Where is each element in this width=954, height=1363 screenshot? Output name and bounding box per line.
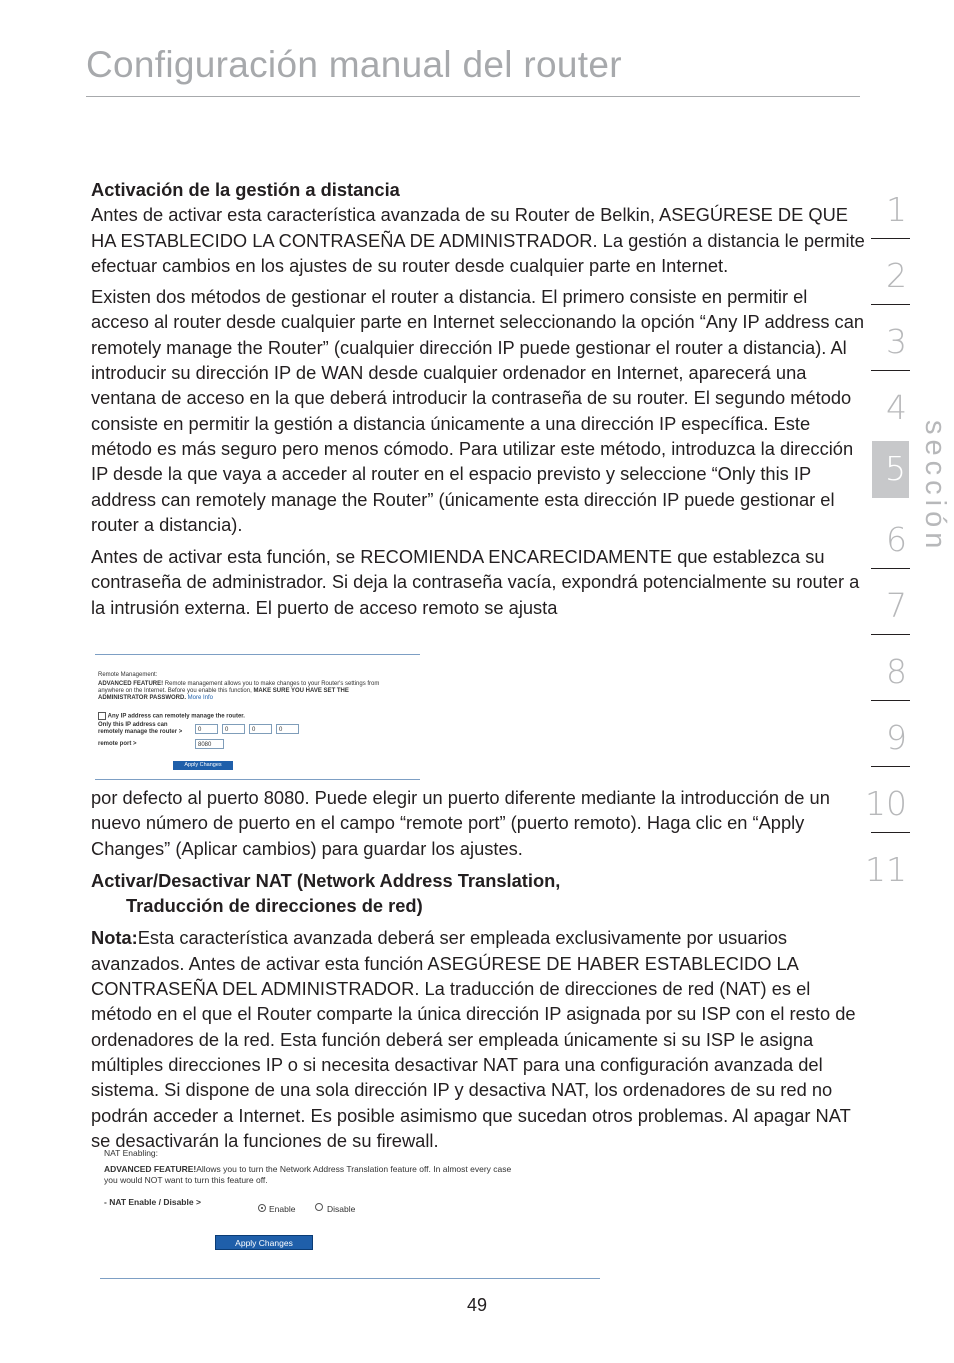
remote-management-title: Remote Management:: [98, 672, 158, 678]
section-label: sección: [919, 420, 951, 554]
paragraph-3: Antes de activar esta función, se RECOMIENDA ENCARECIDAMENTE que establezca su contraseña de administrador. Si deja la contraseña vacía, expondrá potencialmente su router a la intrusión externa. El puerto de acceso remoto se ajusta: [91, 546, 860, 618]
desc-text: Remote management allows you to make changes to your Router's settings from: [163, 681, 380, 687]
only-ip-label-2: [98, 729, 182, 735]
section-tab-5-active[interactable]: [872, 441, 909, 498]
apply-changes-button[interactable]: Apply Changes: [173, 761, 233, 770]
nat-heading-line-1: Activar/Desactivar NAT (Network Address Translation,: [91, 869, 561, 891]
section-number: 6: [886, 520, 907, 559]
enable-radio[interactable]: [258, 1204, 266, 1212]
nat-enabling-screenshot: [100, 1148, 600, 1282]
section-number: 2: [886, 256, 907, 295]
more-info-link[interactable]: More Info: [187, 695, 214, 701]
section-tab-11[interactable]: [865, 833, 910, 899]
remote-port-input[interactable]: 8080: [195, 739, 224, 749]
disable-radio[interactable]: [315, 1203, 323, 1211]
section-tab-1[interactable]: [868, 173, 910, 239]
desc-bold: MAKE SURE YOU HAVE SET THE: [253, 688, 349, 694]
desc-text: anywhere on the Internet. Before you enable this function,: [98, 688, 254, 694]
any-ip-label: Any IP address can remotely manage the router.: [107, 713, 245, 720]
section-tab-9[interactable]: [868, 701, 910, 767]
remote-management-desc-3: [98, 695, 213, 701]
section-tab-3[interactable]: [868, 305, 910, 371]
enable-label: Enable: [269, 1204, 296, 1214]
nat-desc-1: [104, 1164, 511, 1174]
paragraph-2: Existen dos métodos de gestionar el router a distancia. El primero consiste en permitir el acceso al router desde cualquier parte en Internet seleccionando la opción “Any IP address can remotely manage the Router” (cualquier dirección IP puede gestionar el router a distancia). Al introducir su dirección IP de WAN desde cualquier ordenador en Internet, aparecerá una ventana de acceso en la que deberá introducir la contraseña de su router. El segundo método consiste en permitir la gestión a distancia únicamente a una dirección IP específica. Este método es más seguro pero menos cómodo. Para utilizar este método, introduzca la dirección IP desde la que vaya a acceder al router en el espacio previsto y seleccione “Only this IP address can remotely manage the Router” (únicamente esta dirección IP puede gestionar el router a distancia).: [91, 286, 865, 535]
section-tab-10[interactable]: [865, 767, 910, 833]
ip-octet-4-input[interactable]: 0: [276, 724, 299, 734]
remote-management-desc-1: [98, 681, 379, 687]
divider: [100, 1278, 600, 1279]
section-tab-8[interactable]: [868, 635, 910, 701]
nat-heading-line-2: Traducción de direcciones de red): [126, 895, 423, 917]
remote-management-screenshot: [95, 654, 420, 780]
paragraph-1: Antes de activar esta característica avanzada de su Router de Belkin, ASEGÚRESE DE QUE HA ESTABLECIDO LA CONTRASEÑA DE ADMINISTRADOR. La gestión a distancia le permite efectuar cambios en los ajustes de su router desde cualquier parte en Internet.: [91, 204, 865, 276]
section-number: 11: [865, 850, 907, 889]
section-tab-4[interactable]: [868, 371, 910, 437]
desc-bold: ADMINISTRATOR PASSWORD.: [98, 695, 186, 701]
nat-enable-disable-label: [104, 1197, 201, 1207]
section-number: 3: [886, 322, 907, 361]
remote-management-heading: Activación de la gestión a distancia: [91, 179, 400, 200]
only-ip-text: Only this IP address can: [98, 722, 168, 728]
page-number: 49: [466, 1295, 488, 1315]
any-ip-row: [98, 712, 245, 720]
any-ip-checkbox[interactable]: [98, 712, 106, 720]
section-number: 1: [886, 190, 907, 229]
ip-octet-1-input[interactable]: 0: [195, 724, 218, 734]
section-number: 8: [886, 652, 907, 691]
page-title: Configuración manual del router: [86, 44, 622, 85]
divider: [95, 779, 420, 780]
title-divider: [86, 96, 860, 97]
paragraph-4: por defecto al puerto 8080. Puede elegir un puerto diferente mediante la introducción de un nuevo número de puerto en el campo “remote port” (puerto remoto). Haga clic en “Apply Changes” (Aplicar cambios) para guardar los ajustes.: [91, 787, 830, 859]
ip-octet-3-input[interactable]: 0: [249, 724, 272, 734]
ip-octet-2-input[interactable]: 0: [222, 724, 245, 734]
section-tab-2[interactable]: [868, 239, 910, 305]
note-text: Esta característica avanzada deberá ser empleada exclusivamente por usuarios avanzados. Antes de activar esta función ASEGÚRESE DE HABER ESTABLECIDO LA CONTRASEÑA DEL ADMINISTRADOR. La traducción de direcciones de red (NAT) es el método en el que el Router comparte la única dirección IP asignada por su ISP con el resto de ordenadores de la red. Esta función deberá ser empleada únicamente si su ISP le asigna múltiples direcciones IP o si necesita desactivar NAT para una configuración avanzada del sistema. Si dispone de una sola dirección IP y desactiva NAT, los ordenadores de su red no podrán acceder a Internet. Es posible asimismo que sucedan otros problemas. Al apagar NAT se desactivarán la funciones de su firewall.: [91, 927, 856, 1151]
disable-label: Disable: [327, 1204, 356, 1214]
remote-port-label: [98, 741, 137, 747]
remote-management-desc-2: [98, 688, 349, 694]
advanced-feature-label: ADVANCED FEATURE!: [104, 1164, 197, 1174]
apply-changes-button[interactable]: Apply Changes: [215, 1235, 313, 1250]
nat-desc-2: you would NOT want to turn this feature off.: [104, 1175, 268, 1185]
section-tab-6[interactable]: [868, 503, 910, 569]
divider: [95, 654, 420, 655]
only-ip-label-1: [98, 722, 168, 728]
note-label: Nota:: [91, 927, 138, 949]
section-tab-7[interactable]: [868, 569, 910, 635]
nat-enabling-title: NAT Enabling:: [104, 1148, 159, 1158]
remote-port-text: remote port >: [98, 741, 137, 747]
advanced-feature-label: ADVANCED FEATURE!: [98, 681, 164, 687]
section-number: 4: [886, 388, 907, 427]
remote-management-section: [91, 177, 866, 620]
nat-section: [91, 785, 866, 1153]
section-number: 5: [885, 449, 906, 488]
only-ip-text: remotely manage the router >: [98, 729, 183, 735]
section-number: 9: [886, 718, 907, 757]
nat-note-paragraph: [91, 925, 866, 1153]
nat-label-text: - NAT Enable / Disable >: [104, 1197, 201, 1207]
section-number: 10: [865, 784, 907, 823]
section-number: 7: [886, 586, 907, 625]
desc-text: Allows you to turn the Network Address Translation feature off. In almost every case: [196, 1164, 512, 1174]
